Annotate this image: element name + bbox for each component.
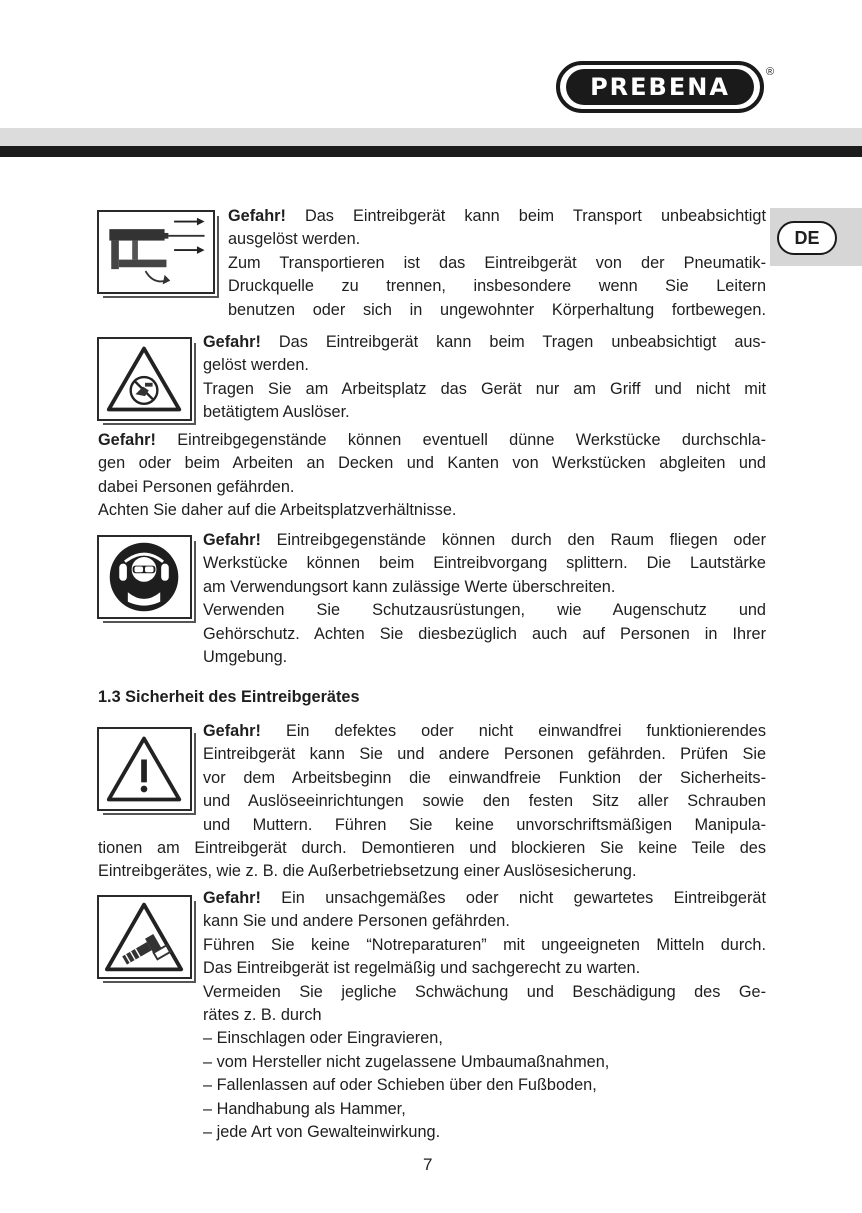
danger-label: Gefahr! [203,531,261,549]
section-heading: 1.3 Sicherheit des Eintreibgerätes [98,688,360,706]
maintenance-warning-icon [97,895,192,979]
language-badge: DE [777,221,837,255]
brand-logo-text: PREBENA [566,69,754,105]
section-4-text: Gefahr! Eintreibgegenstände können durch den Raum fliegen oder Werkstücke können beim Eintreibvorgang splittern. Die Lautstärke am Verwendungsort kann zulässige Werte überschreiten. Verwenden Sie Schutzausrüstungen, wie Augenschutz und Gehörschutz. Achten Sie diesbezüglich auch auf Personen in Ihrer Umgebung. [203,531,766,667]
section-5-text-upper: Gefahr! Ein defektes oder nicht einwandfrei funktionierendes Eintreibgerät kann Sie und andere Personen gefährden. Prüfen Sie vor dem Arbeitsbeginn die einwandfreie Funktion der Sicherheits- und Auslöseeinrichtungen sowie den festen Sitz aller Schrauben und Muttern. Führen Sie keine unvorschriftsmäßigen Manipula- [203,722,766,834]
header-band-grey [0,128,862,146]
list-item: – Fallenlassen auf oder Schieben über den Fußboden, [203,1076,597,1095]
page-number: 7 [423,1155,433,1174]
brand-logo [556,61,764,113]
section-6-text: Gefahr! Ein unsachgemäßes oder nicht gewartetes Eintreibgerät kann Sie und andere Personen gefährden. Führen Sie keine “Notreparaturen” mit ungeeigneten Mitteln durch. Das Eintreibgerät ist regelmäßig und sachgerecht zu warten. Vermeiden Sie jegliche Schwächung und Beschädigung des Ge- rätes z. B. durch – Einschlagen oder Eingravieren, – vom Hersteller nicht zugelassene Umbaumaßnahmen, – Fallenlassen auf oder Schieben über den Fußboden, – Handhabung als Hammer, – jede Art von Gewalteinwirkung. [203,887,766,1144]
list-item: – Handhabung als Hammer, [203,1099,406,1118]
header-band-black [0,146,862,157]
carry-warning-icon [97,337,192,421]
danger-label: Gefahr! [203,333,261,351]
registered-mark: ® [766,66,775,78]
danger-label: Gefahr! [228,207,286,225]
section-2-text: Gefahr! Das Eintreibgerät kann beim Tragen unbeabsichtigt aus- gelöst werden. Tragen Sie am Arbeitsplatz das Gerät nur am Griff und nicht mit betätigtem Auslöser. [203,333,766,422]
section-1-text: Gefahr! Das Eintreibgerät kann beim Transport unbeabsichtigt ausgelöst werden. Zum Transportieren ist das Eintreibgerät von der Pneumatik- Druckquelle zu trennen, insbesondere wenn Sie Leitern benutzen oder sich in ungewohnter Körperhaltung fortbewegen. [228,207,766,319]
section-3-text: Gefahr! Eintreibgegenstände können eventuell dünne Werkstücke durchschla- gen oder beim Arbeiten an Decken und Kanten von Werkstücken abgleiten und dabei Personen gefährden. Achten Sie daher auf die Arbeitsplatzverhältnisse. [98,431,766,520]
section-5-text-lower: tionen am Eintreibgerät durch. Demontieren und blockieren Sie keine Teile des Eintreibgerätes, wie z. B. die Außerbetriebsetzung einer Auslösesicherung. [98,839,766,881]
list-item: – vom Hersteller nicht zugelassene Umbaumaßnahmen, [203,1052,610,1071]
danger-label: Gefahr! [203,889,261,907]
danger-label: Gefahr! [98,431,156,449]
general-warning-icon [97,727,192,811]
protective-equipment-icon [97,535,192,619]
list-item: – Einschlagen oder Eingravieren, [203,1029,443,1048]
danger-label: Gefahr! [203,722,261,740]
list-item: – jede Art von Gewalteinwirkung. [203,1123,441,1142]
nailer-transport-icon [97,210,215,294]
